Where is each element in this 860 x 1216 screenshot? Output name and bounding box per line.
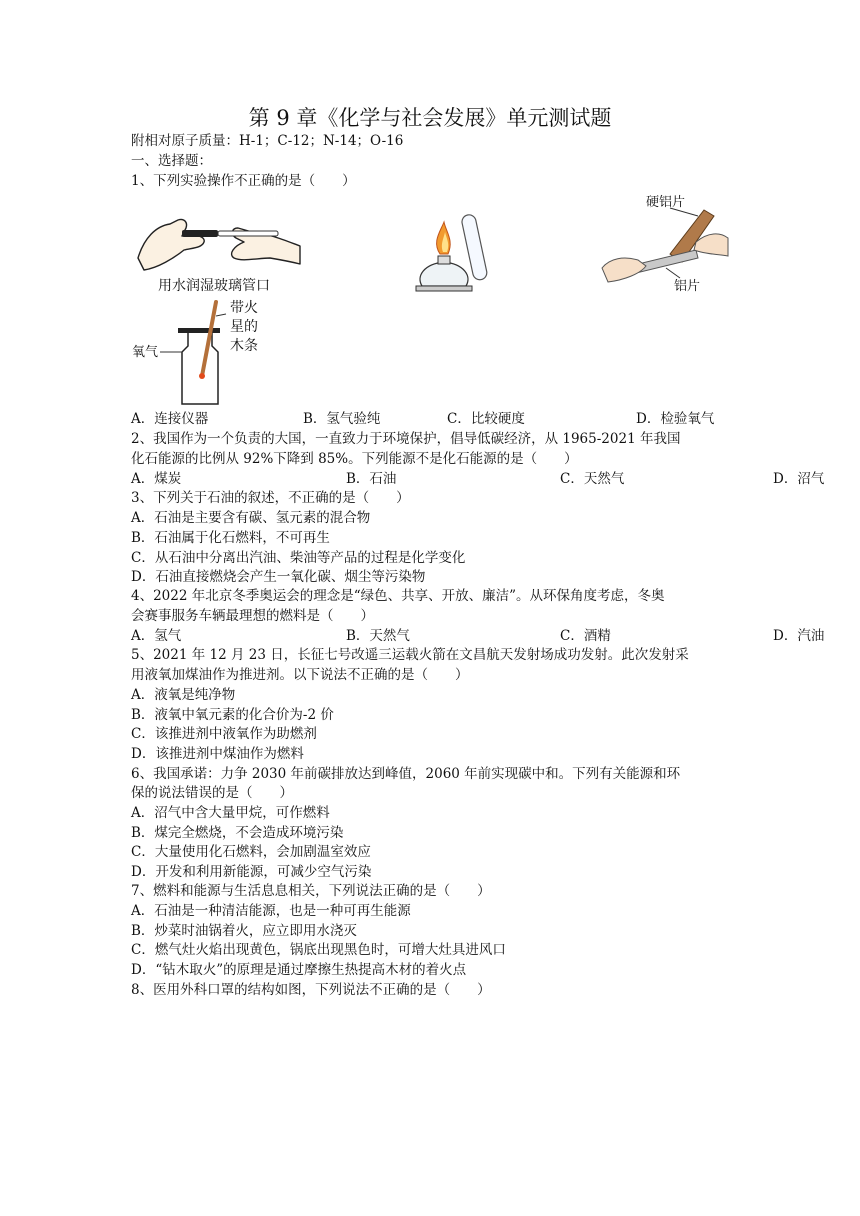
q4-option-b[interactable]: B．天然气	[346, 628, 410, 644]
fig-a-caption: 用水润湿玻璃管口	[158, 278, 270, 294]
q7-option-a[interactable]: A．石油是一种清洁能源，也是一种可再生能源	[131, 903, 411, 919]
q6-option-a[interactable]: A．沼气中含大量甲烷，可作燃料	[131, 805, 330, 821]
fig-d-label-oxygen: 氧气	[132, 345, 159, 360]
figure-connect-apparatus	[134, 198, 304, 298]
question-7-stem: 7、燃料和能源与生活息息相关，下列说法正确的是（ ）	[131, 883, 491, 899]
rubber-tube	[182, 230, 218, 237]
q6-option-d[interactable]: D．开发和利用新能源，可减少空气污染	[131, 864, 372, 880]
q1-option-b[interactable]: B．氢气验纯	[303, 411, 381, 427]
q2-option-d[interactable]: D．沼气	[773, 471, 825, 487]
q3-option-d[interactable]: D．石油直接燃烧会产生一氧化碳、烟尘等污染物	[131, 569, 426, 585]
q6-option-c[interactable]: C．大量使用化石燃料，会加剧温室效应	[131, 844, 371, 860]
q6-option-b[interactable]: B．煤完全燃烧，不会造成环境污染	[131, 825, 344, 841]
q4-option-d[interactable]: D．汽油	[773, 628, 825, 644]
question-6-line-2: 保的说法错误的是（ ）	[131, 785, 293, 801]
gas-bottle-icon	[182, 333, 218, 404]
q5-option-c[interactable]: C．该推进剂中液氧作为助燃剂	[131, 726, 317, 742]
q3-option-a[interactable]: A．石油是主要含有碳、氢元素的混合物	[131, 510, 371, 526]
question-8-stem: 8、医用外科口罩的结构如图，下列说法不正确的是（ ）	[131, 982, 491, 998]
figure-test-oxygen	[130, 296, 290, 408]
fig-d-label-stick-2: 星的	[230, 319, 258, 335]
q5-option-a[interactable]: A．液氧是纯净物	[131, 687, 236, 703]
question-4-line-1: 4、2022 年北京冬季奥运会的理念是“绿色、共享、开放、廉洁”。从环保角度考虑，冬奥	[131, 588, 665, 604]
q4-option-c[interactable]: C．酒精	[560, 628, 611, 644]
q7-option-b[interactable]: B．炒菜时油锅着火，应立即用水浇灭	[131, 923, 357, 939]
question-3-stem: 3、下列关于石油的叙述，不正确的是（ ）	[131, 490, 410, 506]
q2-option-c[interactable]: C．天然气	[560, 471, 625, 487]
q5-option-d[interactable]: D．该推进剂中煤油作为燃料	[131, 746, 304, 762]
bottle-lid	[178, 328, 220, 333]
fig-c-label-hard-aluminum: 硬铝片	[646, 195, 686, 210]
q7-option-c[interactable]: C．燃气灶火焰出现黄色，锅底出现黑色时，可增大灶具进风口	[131, 942, 506, 958]
question-4-line-2: 会赛事服务车辆最理想的燃料是（ ）	[131, 608, 374, 624]
q2-option-a[interactable]: A．煤炭	[131, 471, 182, 487]
q1-option-d[interactable]: D．检验氧气	[636, 411, 715, 427]
question-6-line-1: 6、我国承诺：力争 2030 年前碳排放达到峰值，2060 年前实现碳中和。下列有关能源和环	[131, 766, 681, 782]
page-title: 第 9 章《化学与社会发展》单元测试题	[248, 106, 612, 130]
question-5-line-2: 用液氧加煤油作为推进剂。以下说法不正确的是（ ）	[131, 667, 469, 683]
q5-option-b[interactable]: B．液氧中氧元素的化合价为-2 价	[131, 707, 334, 723]
question-2-line-1: 2、我国作为一个负责的大国，一直致力于环境保护，倡导低碳经济，从 1965-2021 年我国	[131, 431, 681, 447]
q3-option-b[interactable]: B．石油属于化石燃料，不可再生	[131, 530, 330, 546]
q1-option-c[interactable]: C．比较硬度	[447, 411, 525, 427]
fig-c-label-aluminum: 铝片	[674, 279, 701, 294]
figure-hydrogen-purity	[410, 210, 500, 296]
fig-d-label-stick-3: 木条	[230, 338, 258, 354]
question-2-line-2: 化石能源的比例从 92%下降到 85%。下列能源不是化石能源的是（ ）	[131, 451, 578, 467]
left-hand-icon	[138, 219, 204, 270]
q1-option-a[interactable]: A．连接仪器	[131, 411, 209, 427]
wooden-stick-icon	[202, 302, 216, 376]
fig-d-label-stick-1: 带火	[230, 300, 258, 316]
atomic-mass-note: 附相对原子质量：H-1；C-12；N-14；O-16	[131, 133, 404, 149]
hand-icon	[602, 258, 646, 282]
q4-option-a[interactable]: A．氢气	[131, 628, 182, 644]
question-1-stem: 1、下列实验操作不正确的是（ ）	[131, 173, 356, 189]
section-heading: 一、选择题：	[131, 153, 212, 169]
q7-option-d[interactable]: D．“钻木取火”的原理是通过摩擦生热提高木材的着火点	[131, 962, 467, 978]
q3-option-c[interactable]: C．从石油中分离出汽油、柴油等产品的过程是化学变化	[131, 550, 466, 566]
question-5-line-1: 5、2021 年 12 月 23 日，长征七号改遥三运载火箭在文昌航天发射场成功发射。此次发射采	[131, 647, 689, 663]
q2-option-b[interactable]: B．石油	[346, 471, 397, 487]
alcohol-lamp-icon	[420, 262, 468, 286]
glass-tube	[218, 231, 278, 236]
figure-compare-hardness	[600, 192, 730, 296]
